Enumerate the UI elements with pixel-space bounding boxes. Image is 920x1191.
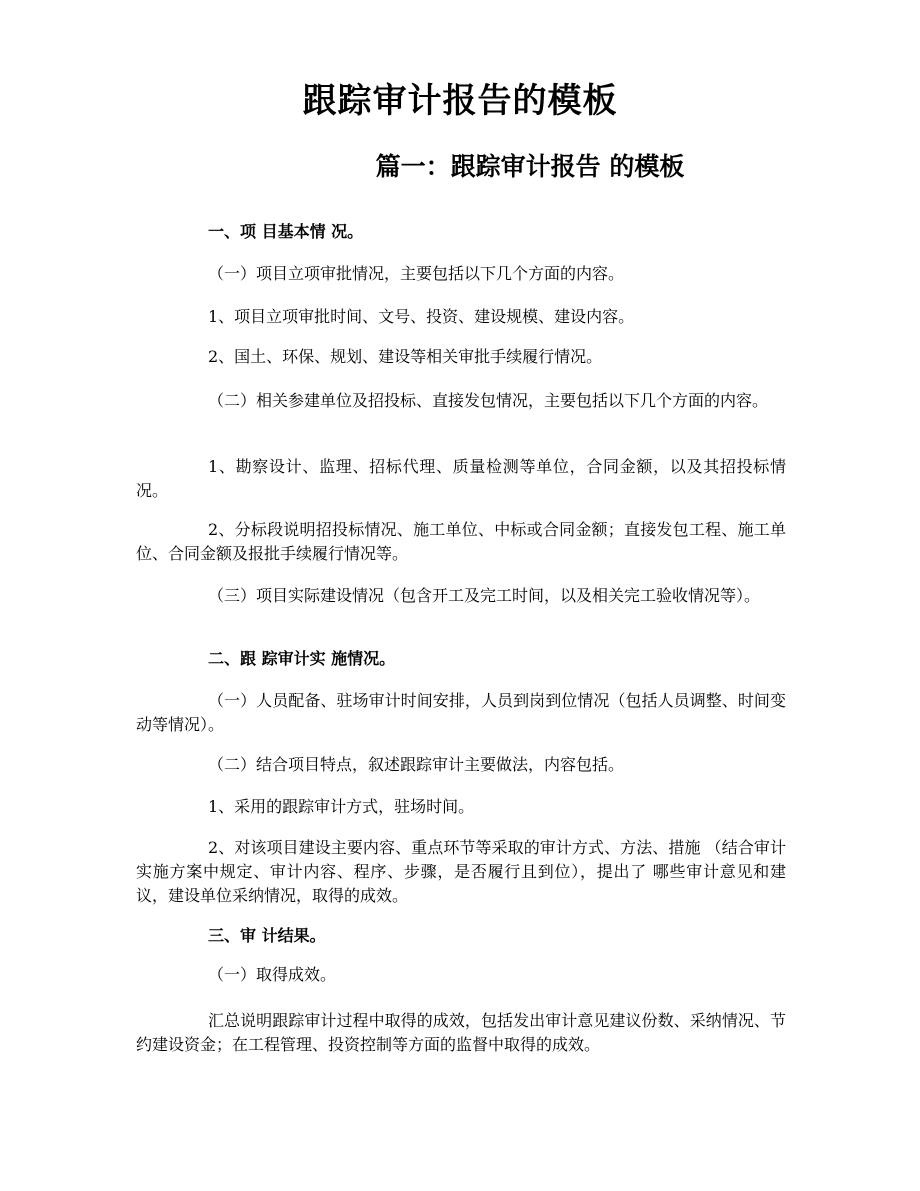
section-heading-3: 三、审 计结果。 (208, 926, 326, 945)
paragraph: 2、国土、环保、规划、建设等相关审批手续履行情况。 (208, 347, 603, 366)
paragraph: 2、分标段说明招投标情况、施工单位、中标或合同金额；直接发包工程、施工单位、合同金额及报批手续履行情况等。 (136, 520, 786, 563)
paragraph: （三）项目实际建设情况（包含开工及完工时间，以及相关完工验收情况等）。 (208, 586, 761, 605)
paragraph: 汇总说明跟踪审计过程中取得的成效，包括发出审计意见建议份数、采纳情况、节约建设资金；在工程管理、投资控制等方面的监督中取得的成效。 (136, 1011, 786, 1054)
section-heading-1: 一、项 目基本情 况。 (208, 222, 364, 241)
document-title: 跟踪审计报告的模板 (302, 81, 618, 121)
paragraph: 1、勘察设计、监理、招标代理、质量检测等单位，合同金额，以及其招投标情况。 (136, 457, 786, 500)
paragraph: （一）取得成效。 (208, 965, 337, 984)
document-subtitle: 篇一：跟踪审计报告 的模板 (375, 152, 685, 181)
paragraph: （一）项目立项审批情况，主要包括以下几个方面的内容。 (208, 264, 625, 283)
paragraph: （一）人员配备、驻场审计时间安排，人员到岗到位情况（包括人员调整、时间变动等情况）。 (136, 691, 786, 734)
section-heading-2: 二、跟 踪审计实 施情况。 (208, 649, 396, 668)
paragraph: 1、项目立项审批时间、文号、投资、建设规模、建设内容。 (208, 307, 635, 326)
paragraph: 1、采用的跟踪审计方式，驻场时间。 (208, 797, 475, 816)
paragraph: （二）结合项目特点，叙述跟踪审计主要做法，内容包括。 (208, 755, 625, 774)
paragraph: 2、对该项目建设主要内容、重点环节等采取的审计方式、方法、措施 （结合审计实施方案中规定、审计内容、程序、步骤，是否履行且到位），提出了 哪些审计意见和建议，建设单位采纳情况，取得的成效。 (136, 838, 786, 905)
paragraph: （二）相关参建单位及招投标、直接发包情况，主要包括以下几个方面的内容。 (208, 391, 769, 410)
